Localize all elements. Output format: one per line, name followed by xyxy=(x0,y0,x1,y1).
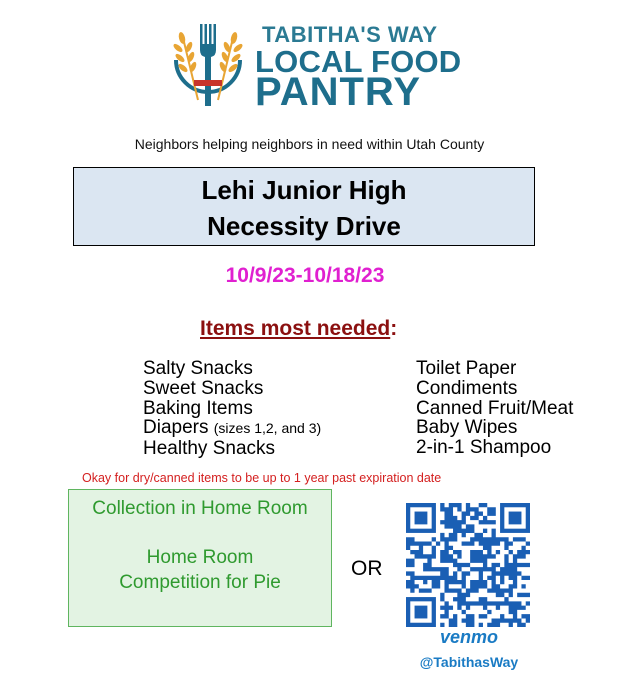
item-note: (sizes 1,2, and 3) xyxy=(213,420,322,437)
title-line1: Lehi Junior High xyxy=(201,175,407,205)
item-text: Healthy Snacks xyxy=(143,438,276,460)
title-line2: Necessity Drive xyxy=(207,211,401,241)
drive-dates: 10/9/23-10/18/23 xyxy=(225,264,385,287)
collection-box xyxy=(68,489,332,627)
list-item xyxy=(416,418,573,438)
item-text: Canned Fruit/Meat xyxy=(416,397,574,419)
items-needed-label: Items most needed xyxy=(200,317,391,340)
item-text: 2-in-1 Shampoo xyxy=(416,437,552,459)
items-needed-colon: : xyxy=(390,317,398,340)
list-item xyxy=(416,438,573,458)
items-list-left xyxy=(143,359,321,459)
list-item xyxy=(143,359,321,379)
list-item xyxy=(416,399,573,419)
collection-line3: Competition for Pie xyxy=(119,572,281,593)
wheat-fork-logo-icon xyxy=(168,20,248,110)
items-list-right xyxy=(416,359,573,458)
item-text: Salty Snacks xyxy=(143,358,253,379)
list-item xyxy=(143,379,321,399)
item-text: Baby Wipes xyxy=(416,417,518,439)
list-item xyxy=(416,379,573,399)
qr-code-icon[interactable] xyxy=(406,503,530,627)
item-text: Condiments xyxy=(416,377,518,399)
logo-title-line2: LOCAL FOOD xyxy=(255,44,462,79)
item-text: Diapers xyxy=(143,417,209,439)
or-separator: OR xyxy=(351,557,383,580)
list-item xyxy=(143,399,321,419)
list-item xyxy=(143,418,321,439)
item-text: Sweet Snacks xyxy=(143,377,264,399)
logo-title-line3: PANTRY xyxy=(255,70,421,114)
item-text: Baking Items xyxy=(143,397,253,419)
expiration-disclaimer: Okay for dry/canned items to be up to 1 year past expiration date xyxy=(82,471,442,485)
title-box xyxy=(73,167,535,246)
items-needed-heading xyxy=(200,317,397,341)
venmo-logo: venmo xyxy=(439,627,499,647)
venmo-handle: @TabithasWay xyxy=(419,654,519,670)
collection-line1: Collection in Home Room xyxy=(92,498,308,519)
list-item xyxy=(416,359,573,379)
logo-title-line1: TABITHA'S WAY xyxy=(262,22,438,47)
tagline: Neighbors helping neighbors in need within Utah County xyxy=(134,136,485,152)
item-text: Toilet Paper xyxy=(416,358,517,379)
list-item xyxy=(143,439,321,459)
collection-line2: Home Room xyxy=(146,547,254,568)
